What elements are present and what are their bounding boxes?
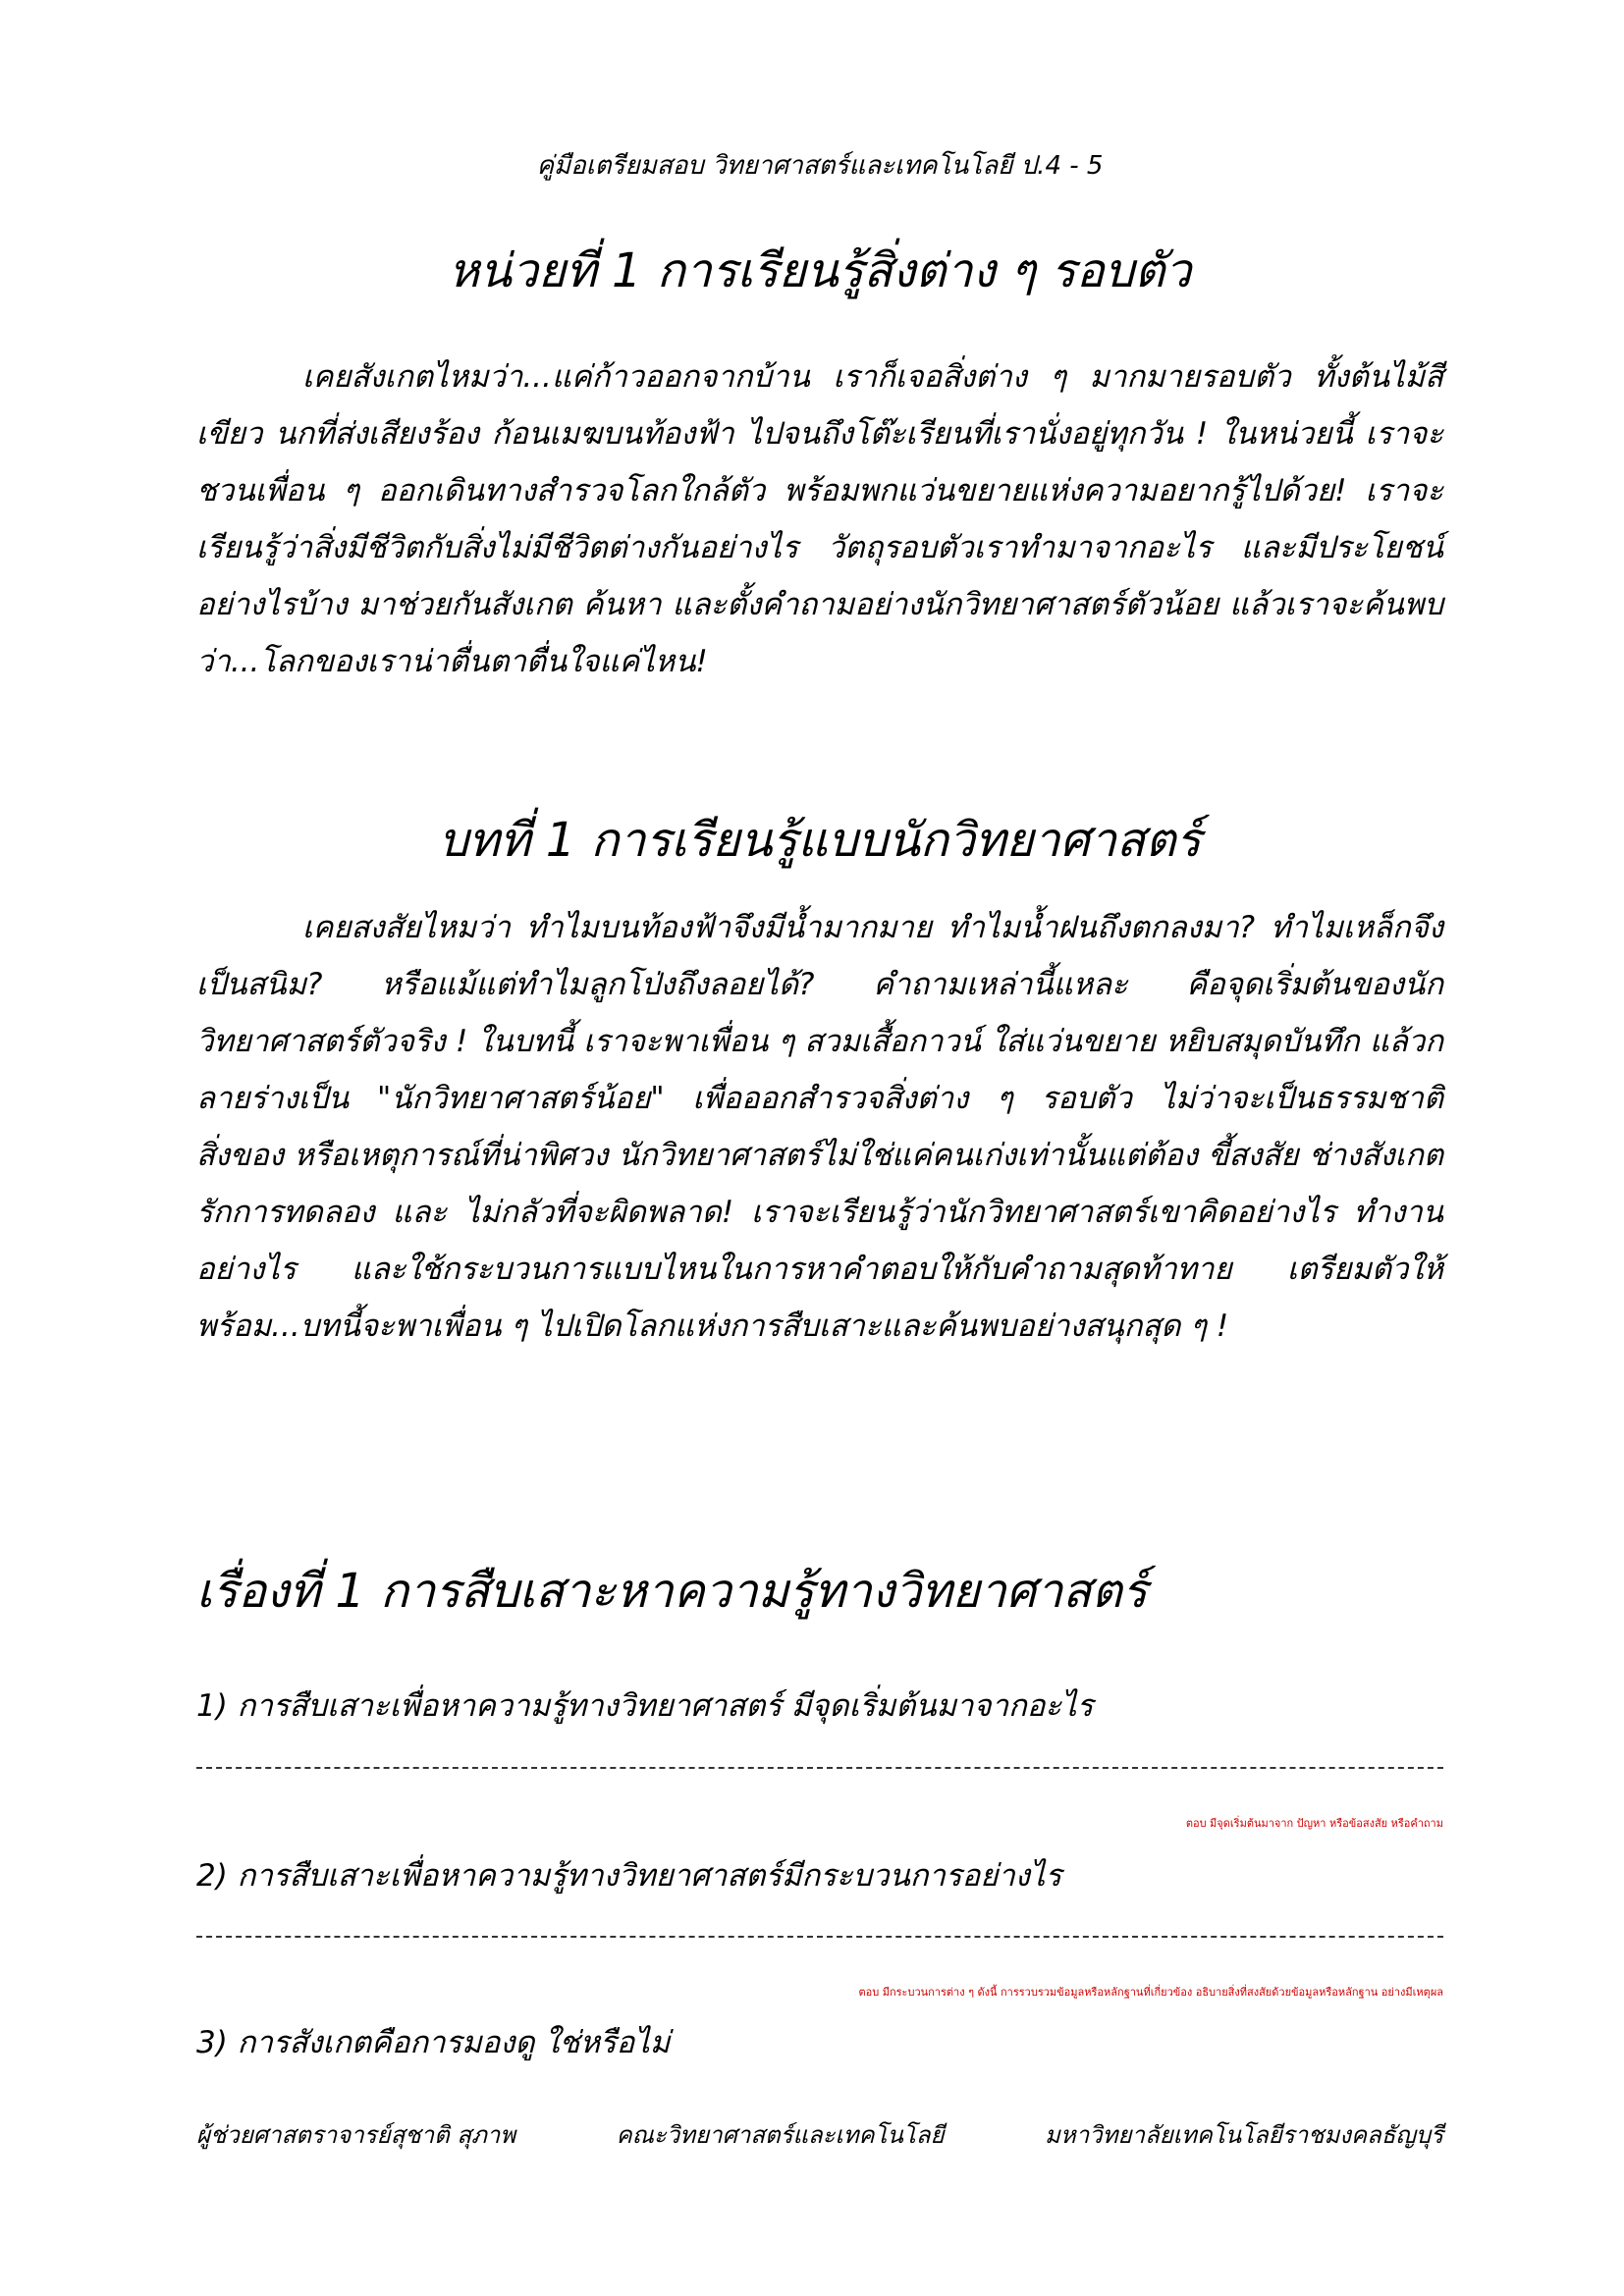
lesson-intro-paragraph: เคยสงสัยไหมว่า ทำไมบนท้องฟ้าจึงมีน้ำมากมาย ทำไมน้ำฝนถึงตกลงมา? ทำไมเหล็กจึงเป็นสนิม? หรือแม้แต่ทำไมลูกโป่งถึงลอยได้? คำถามเหล่านี้แหละ คือจุดเริ่มต้นของนักวิทยาศาสตร์ตัวจริง ! ในบทนี้ เราจะพาเพื่อน ๆ สวมเสื้อกาวน์ ใส่แว่นขยาย หยิบสมุดบันทึก แล้วกลายร่างเป็น "นักวิทยาศาสตร์น้อย" เพื่อออกสำรวจสิ่งต่าง ๆ รอบตัว ไม่ว่าจะเป็นธรรมชาติ สิ่งของ หรือเหตุการณ์ที่น่าพิศวง นักวิทยาศาสตร์ไม่ใช่แค่คนเก่งเท่านั้นแต่ต้อง ขี้สงสัย ช่างสังเกต รักการทดลอง และ ไม่กลัวที่จะผิดพลาด! เราจะเรียนรู้ว่านักวิทยาศาสตร์เขาคิดอย่างไร ทำงานอย่างไร และใช้กระบวนการแบบไหนในการหาคำตอบให้กับคำถามสุดท้าทาย เตรียมตัวให้พร้อม...บทนี้จะพาเพื่อน ๆ ไปเปิดโลกแห่งการสืบเสาะและค้นพบอย่างสนุกสุด ๆ !: [196, 910, 1443, 1344]
unit-intro-paragraph: เคยสังเกตไหมว่า...แค่ก้าวออกจากบ้าน เราก็เจอสิ่งต่าง ๆ มากมายรอบตัว ทั้งต้นไม้สีเขียว นกที่ส่งเสียงร้อง ก้อนเมฆบนท้องฟ้า ไปจนถึงโต๊ะเรียนที่เรานั่งอยู่ทุกวัน ! ในหน่วยนี้ เราจะชวนเพื่อน ๆ ออกเดินทางสำรวจโลกใกล้ตัว พร้อมพกแว่นขยายแห่งความอยากรู้ไปด้วย! เราจะเรียนรู้ว่าสิ่งมีชีวิตกับสิ่งไม่มีชีวิตต่างกันอย่างไร วัตถุรอบตัวเราทำมาจากอะไร และมีประโยชน์อย่างไรบ้าง มาช่วยกันสังเกต ค้นหา และตั้งคำถามอย่างนักวิทยาศาสตร์ตัวน้อย แล้วเราจะค้นพบว่า...โลกของเราน่าตื่นตาตื่นใจแค่ไหน!: [196, 359, 1443, 679]
question-1: 1) การสืบเสาะเพื่อหาความรู้ทางวิทยาศาสตร์ มีจุดเริ่มต้นมาจากอะไร: [196, 1688, 1094, 1724]
footer-author: ผู้ช่วยศาสตราจารย์สุชาติ สุภาพ: [196, 2121, 516, 2149]
unit-title: หน่วยที่ 1 การเรียนรู้สิ่งต่าง ๆ รอบตัว: [448, 243, 1192, 298]
question-2: 2) การสืบเสาะเพื่อหาความรู้ทางวิทยาศาสตร์มีกระบวนการอย่างไร: [196, 1858, 1062, 1894]
page-footer: [196, 2115, 1443, 2154]
page-header: คู่มือเตรียมสอบ วิทยาศาสตร์และเทคโนโลยี ป.4 - 5: [536, 151, 1104, 181]
footer-faculty: คณะวิทยาศาสตร์และเทคโนโลยี: [616, 2121, 945, 2149]
answer-2: ตอบ มีกระบวนการต่าง ๆ ดังนี้ การรวบรวมข้อมูลหรือหลักฐานที่เกี่ยวข้อง อธิบายสิ่งที่สงสัยด้วยข้อมูลหรือหลักฐาน อย่างมีเหตุผล: [858, 1986, 1443, 1999]
answer-1: ตอบ มีจุดเริ่มต้นมาจาก ปัญหา หรือข้อสงสัย หรือคำถาม: [1185, 1817, 1443, 1830]
answer-line-1: [196, 1767, 1443, 1769]
lesson-title: บทที่ 1 การเรียนรู้แบบนักวิทยาศาสตร์: [438, 813, 1202, 868]
answer-line-2: [196, 1936, 1443, 1938]
topic-title: เรื่องที่ 1 การสืบเสาะหาความรู้ทางวิทยาศาสตร์: [196, 1564, 1148, 1619]
question-3: 3) การสังเกตคือการมองดู ใช่หรือไม่: [196, 2025, 671, 2060]
footer-university: มหาวิทยาลัยเทคโนโลยีราชมงคลธัญบุรี: [1045, 2121, 1443, 2149]
